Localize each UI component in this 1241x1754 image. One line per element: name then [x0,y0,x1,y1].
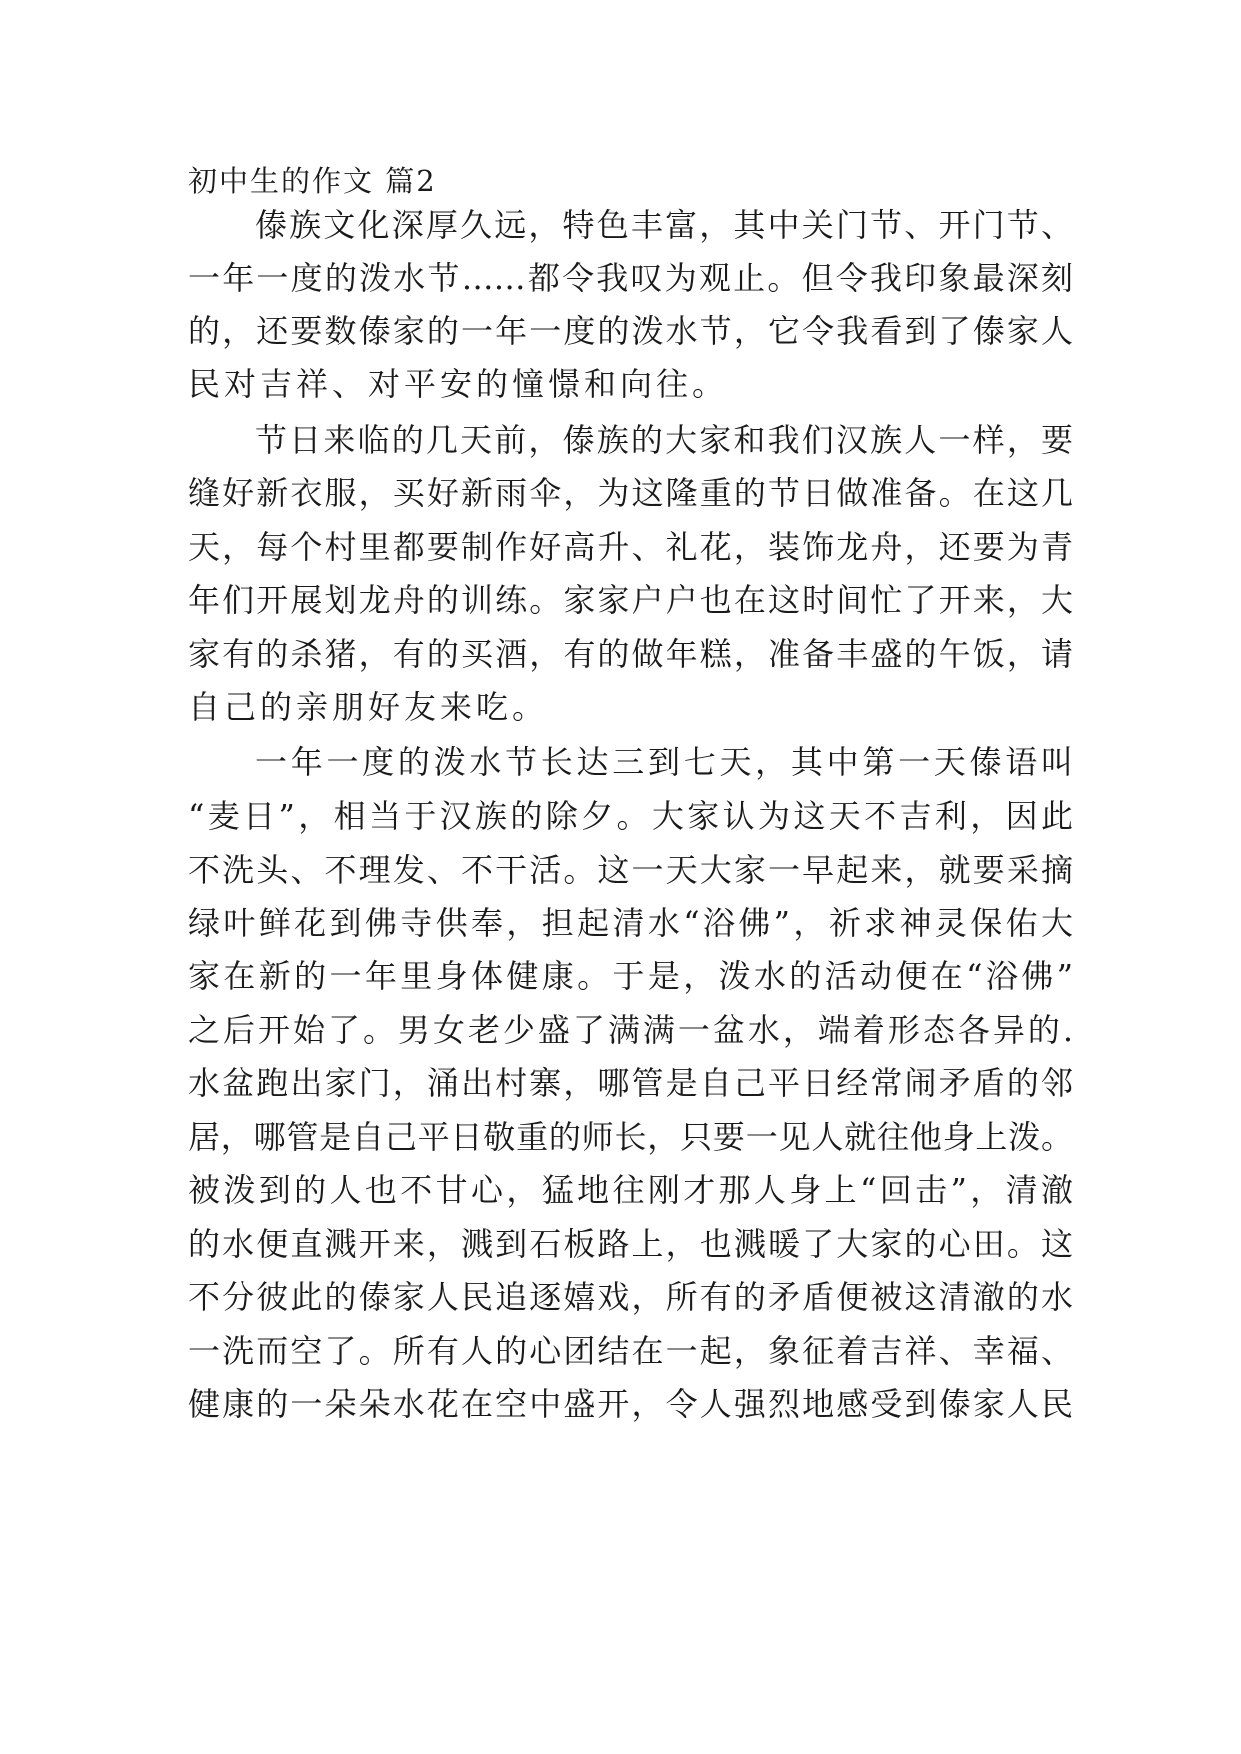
paragraph-3-line-6: 之后开始了。男女老少盛了满满一盆水，端着形态各异的. [188,1011,1073,1049]
paragraph-3-line-2: “麦日”，相当于汉族的除夕。大家认为这天不吉利，因此 [188,797,1073,835]
paragraph-3-line-7: 水盆跑出家门，涌出村寨，哪管是自己平日经常闹矛盾的邻 [188,1064,1073,1102]
paragraph-3-line-11: 不分彼此的傣家人民追逐嬉戏，所有的矛盾便被这清澈的水 [188,1278,1073,1316]
paragraph-3-line-4: 绿叶鲜花到佛寺供奉，担起清水“浴佛”，祈求神灵保佑大 [188,904,1073,942]
paragraph-1-line-4: 民对吉祥、对平安的憧憬和向往。 [188,365,729,403]
paragraph-1-line-1: 傣族文化深厚久远，特色丰富，其中关门节、开门节、 [255,206,1073,244]
document-title: 初中生的作文 篇2 [188,164,437,198]
paragraph-3-line-1: 一年一度的泼水节长达三到七天，其中第一天傣语叫 [255,743,1073,781]
paragraph-2-line-3: 天，每个村里都要制作好高升、礼花，装饰龙舟，还要为青 [188,528,1073,566]
paragraph-3-line-12: 一洗而空了。所有人的心团结在一起，象征着吉祥、幸福、 [188,1332,1073,1370]
paragraph-3-line-9: 被泼到的人也不甘心，猛地往刚才那人身上“回击”，清澈 [188,1171,1073,1209]
paragraph-2-line-4: 年们开展划龙舟的训练。家家户户也在这时间忙了开来，大 [188,581,1073,619]
paragraph-3-line-8: 居，哪管是自己平日敬重的师长，只要一见人就往他身上泼。 [188,1118,1073,1156]
paragraph-2-line-6: 自己的亲朋好友来吃。 [188,688,549,726]
paragraph-2-line-5: 家有的杀猪，有的买酒，有的做年糕，准备丰盛的午饭，请 [188,635,1073,673]
paragraph-1-line-2: 一年一度的泼水节……都令我叹为观止。但令我印象最深刻 [188,259,1073,297]
paragraph-2-line-1: 节日来临的几天前，傣族的大家和我们汉族人一样，要 [255,421,1073,459]
paragraph-3-line-5: 家在新的一年里身体健康。于是，泼水的活动便在“浴佛” [188,957,1073,995]
paragraph-3-line-13: 健康的一朵朵水花在空中盛开，令人强烈地感受到傣家人民 [188,1385,1073,1423]
paragraph-3-line-3: 不洗头、不理发、不干活。这一天大家一早起来，就要采摘 [188,851,1073,889]
paragraph-3-line-10: 的水便直溅开来，溅到石板路上，也溅暖了大家的心田。这 [188,1225,1073,1263]
paragraph-2-line-2: 缝好新衣服，买好新雨伞，为这隆重的节日做准备。在这几 [188,474,1073,512]
paragraph-1-line-3: 的，还要数傣家的一年一度的泼水节，它令我看到了傣家人 [188,312,1073,350]
